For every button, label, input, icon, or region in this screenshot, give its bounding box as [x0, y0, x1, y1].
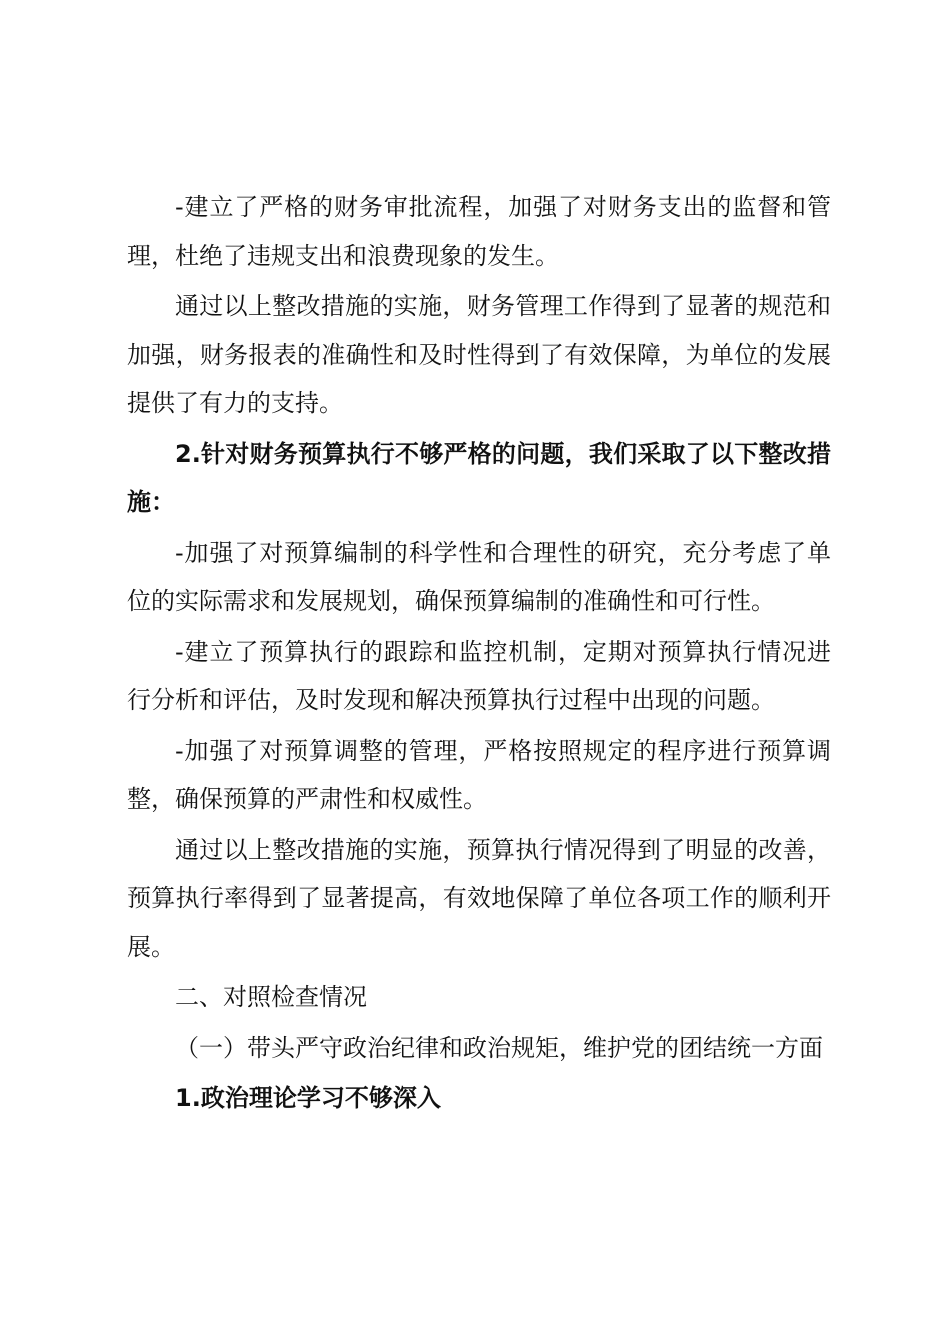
document-body: [127, 183, 831, 1125]
paragraph-approval-process: -建立了严格的财务审批流程，加强了对财务支出的监督和管理，杜绝了违规支出和浪费现象的发生。: [127, 193, 831, 270]
paragraph-finance-summary: 通过以上整改措施的实施，财务管理工作得到了显著的规范和加强，财务报表的准确性和及时性得到了有效保障，为单位的发展提供了有力的支持。: [127, 292, 831, 417]
heading-budget-execution: 2.针对财务预算执行不够严格的问题，我们采取了以下整改措施：: [127, 439, 831, 516]
paragraph-budget-compilation: -加强了对预算编制的科学性和合理性的研究，充分考虑了单位的实际需求和发展规划，确保预算编制的准确性和可行性。: [127, 538, 831, 615]
section-heading-inspection: 二、对照检查情况: [175, 983, 367, 1011]
paragraph-budget-adjustment: -加强了对预算调整的管理，严格按照规定的程序进行预算调整，确保预算的严肃性和权威性。: [127, 736, 831, 813]
paragraph-budget-summary: 通过以上整改措施的实施，预算执行情况得到了明显的改善，预算执行率得到了显著提高，有效地保障了单位各项工作的顺利开展。: [127, 835, 831, 961]
heading-theory-study: 1.政治理论学习不够深入: [175, 1084, 441, 1112]
paragraph-budget-monitoring: -建立了预算执行的跟踪和监控机制，定期对预算执行情况进行分析和评估，及时发现和解决预算执行过程中出现的问题。: [127, 637, 831, 714]
subsection-heading-political-discipline: （一）带头严守政治纪律和政治规矩，维护党的团结统一方面: [175, 1033, 823, 1062]
